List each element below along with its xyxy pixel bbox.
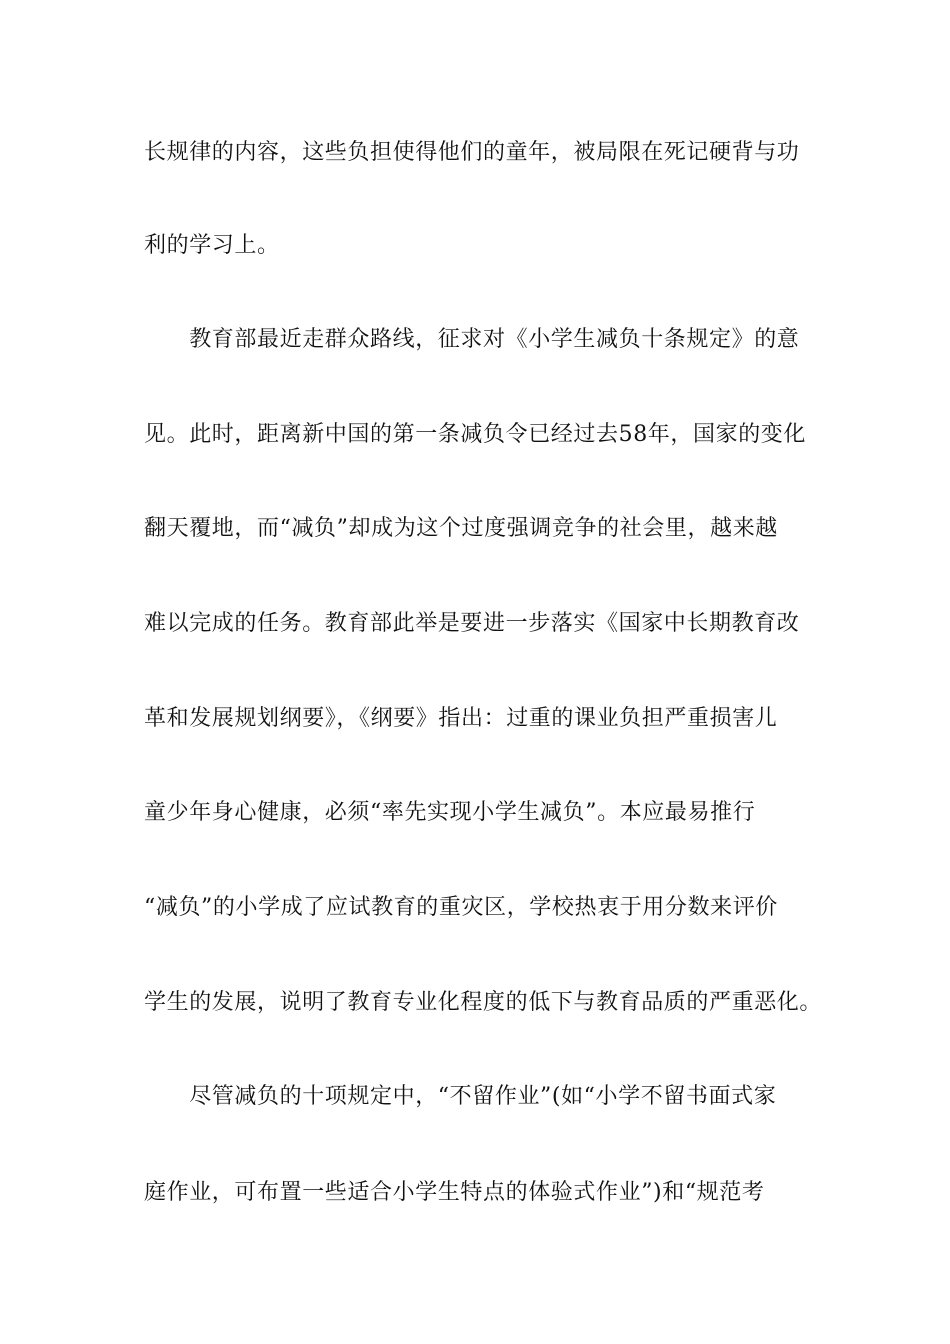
text-line: 利的学习上。 <box>144 233 280 258</box>
text-line: 学生的发展，说明了教育专业化程度的低下与教育品质的严重恶化。 <box>144 990 823 1015</box>
text-line: 革和发展规划纲要》，《纲要》指出：过重的课业负担严重损害儿 <box>144 706 778 731</box>
text-line: “减负”的小学成了应试教育的重灾区，学校热衷于用分数来评价 <box>144 895 778 920</box>
text-line: 翻天覆地，而“减负”却成为这个过度强调竞争的社会里，越来越 <box>144 516 778 541</box>
text-line: 庭作业，可布置一些适合小学生特点的体验式作业”)和“规范考 <box>144 1180 765 1205</box>
paragraph-start-line: 教育部最近走群众路线，征求对《小学生减负十条规定》的意 <box>144 327 800 352</box>
text-line: 长规律的内容，这些负担使得他们的童年，被局限在死记硬背与功 <box>144 140 800 165</box>
text-line: 见。此时，距离新中国的第一条减负令已经过去58年，国家的变化 <box>144 422 806 447</box>
paragraph-start-line: 尽管减负的十项规定中，“不留作业”(如“小学不留书面式家 <box>144 1084 777 1109</box>
text-line: 童少年身心健康，必须“率先实现小学生减负”。本应最易推行 <box>144 800 756 825</box>
text-line: 难以完成的任务。教育部此举是要进一步落实《国家中长期教育改 <box>144 611 800 636</box>
